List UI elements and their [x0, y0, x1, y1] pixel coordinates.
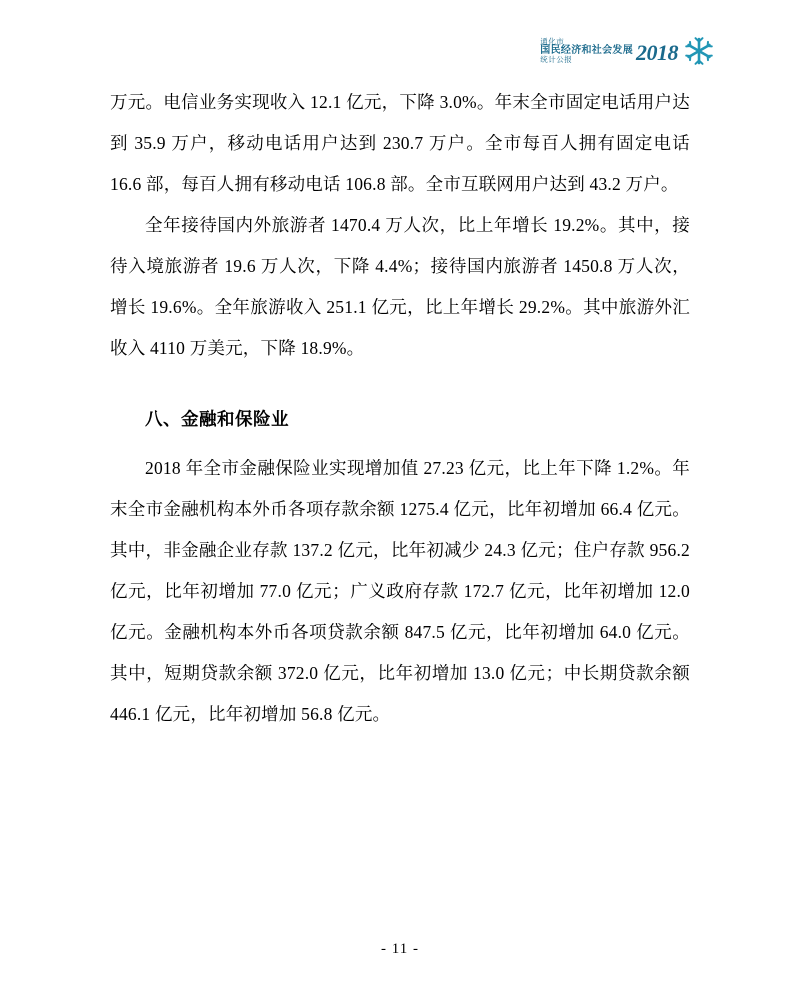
document-body — [110, 82, 690, 735]
report-logo — [540, 36, 714, 66]
logo-line-title: 国民经济和社会发展 — [540, 44, 633, 56]
page-number: - 11 - — [381, 941, 419, 957]
snowflake-icon — [684, 36, 714, 66]
logo-line-city: 通化市 — [540, 36, 565, 46]
section-heading-finance: 八、金融和保险业 — [145, 409, 289, 429]
logo-text-block — [540, 38, 678, 64]
logo-year: 2018 — [636, 40, 678, 66]
logo-line-subtitle: 统计公报 — [540, 55, 573, 65]
paragraph-finance: 2018 年全市金融保险业实现增加值 27.23 亿元，比上年下降 1.2%。年末全市金融机构本外币各项存款余额 1275.4 亿元，比年初增加 66.4 亿元。其中，非金融企业存款 137.2 亿元，比年初减少 24.3 亿元；住户存款 956.2 亿元，比年初增加 77.0 亿元；广义政府存款 172.7 亿元，比年初增加 12.0 亿元。金融机构本外币各项贷款余额 847.5 亿元，比年初增加 64.0 亿元。其中，短期贷款余额 372.0 亿元，比年初增加 13.0 亿元；中长期贷款余额 446.1 亿元，比年初增加 56.8 亿元。 — [110, 458, 690, 724]
logo-title-lines — [540, 38, 633, 64]
paragraph-telecom: 万元。电信业务实现收入 12.1 亿元，下降 3.0%。年末全市固定电话用户达到 35.9 万户，移动电话用户达到 230.7 万户。全市每百人拥有固定电话 16.6 部，每百人拥有移动电话 106.8 部。全市互联网用户达到 43.2 万户。 — [110, 92, 690, 194]
paragraph-tourism: 全年接待国内外旅游者 1470.4 万人次，比上年增长 19.2%。其中，接待入境旅游者 19.6 万人次，下降 4.4%；接待国内旅游者 1450.8 万人次，增长 19.6%。全年旅游收入 251.1 亿元，比上年增长 29.2%。其中旅游外汇收入 4110 万美元，下降 18.9%。 — [110, 215, 690, 358]
